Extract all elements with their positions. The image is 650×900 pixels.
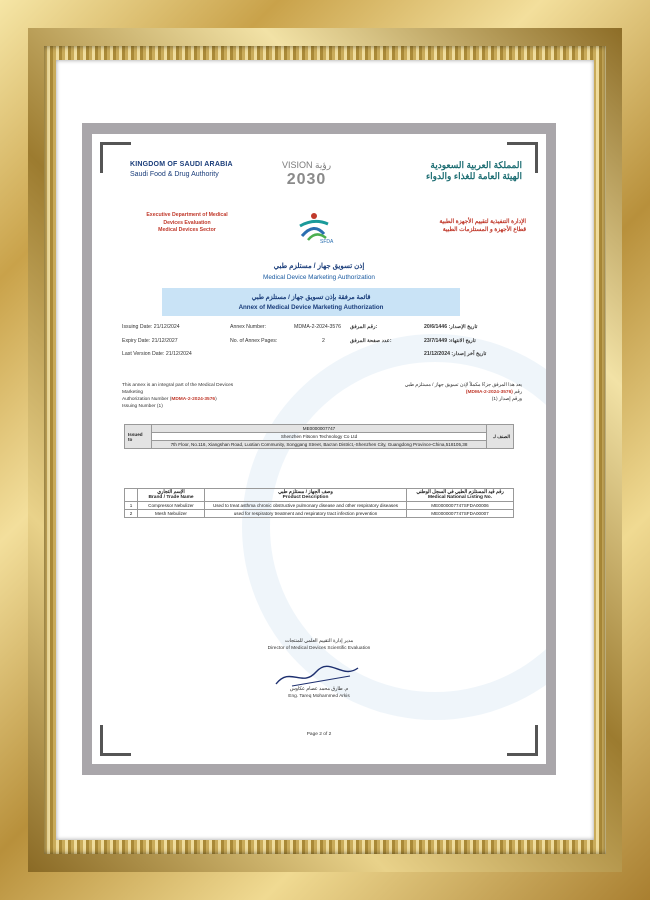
column-header-listing <box>407 489 514 502</box>
row-number: 1 <box>125 502 138 510</box>
issued-to-label: Issued to <box>125 425 152 449</box>
annex-number-ar: رقم المرفق: <box>350 324 378 330</box>
signatory-name: Eng. Tareq Mohammed Arkis <box>288 694 350 699</box>
issuing-date: Issuing Date: 21/12/2024 <box>122 324 180 330</box>
column-header-description <box>205 489 407 502</box>
column-header-number <box>125 489 138 502</box>
corner-ornament <box>507 725 538 756</box>
row-number: 2 <box>125 510 138 518</box>
vision-year: 2030 <box>286 171 327 188</box>
annex-pages-ar: عدد صفحة المرفق: <box>350 338 392 344</box>
issued-to-label-ar: الصنف لـ <box>487 425 514 449</box>
issuing-number: Issuing Number (1) <box>122 404 163 409</box>
header-left <box>130 160 233 180</box>
listing-header: Medical National Listing No. <box>428 495 492 500</box>
intro-text-ar <box>372 382 522 403</box>
expiry-date: Expiry Date: 21/12/2027 <box>122 338 178 344</box>
department-line: Executive Department of Medical <box>146 212 228 218</box>
column-header-brand <box>138 489 205 502</box>
annex-title: Annex of Medical Device Marketing Authorization <box>238 304 384 311</box>
department-line: Devices Evaluation <box>163 219 211 226</box>
signatory-title: Director of Medical Devices Scientific Evaluation <box>267 646 371 651</box>
description-header-ar: وصف الجهاز / مستلزم طبي <box>278 490 333 495</box>
certificate-page <box>92 134 546 764</box>
intro-fragment-ar: رقم <box>514 390 522 395</box>
expiry-date-ar: تاريخ الانتهاء: 23/7/1449 <box>424 338 476 344</box>
holder-table <box>124 424 514 449</box>
table-row <box>125 433 514 441</box>
document-title: Medical Device Marketing Authorization <box>263 274 375 281</box>
holder-address: 7th Floor, No.116, Xiangshan Road, Luotian Community, Songgang Street, Bao'an District,-Shenzhen City, Guangdong Province-China,518105,38 <box>152 441 487 449</box>
department-left <box>112 212 262 235</box>
department-line-ar: الإدارة التنفيذية لتقييم الأجهزة الطبية <box>439 219 526 225</box>
sfda-logo-icon <box>294 210 334 244</box>
annex-number-label: Annex Number: <box>230 324 267 330</box>
header-right <box>426 160 522 182</box>
authorization-number-ar: (MDMA-2-2024-3576) <box>465 390 513 395</box>
kingdom-name: KINGDOM OF SAUDI ARABIA <box>130 161 233 168</box>
intro-line-ar <box>372 389 522 396</box>
intro-fragment: Authorization Number ( <box>122 397 172 402</box>
product-description: Used to treat asthma chronic obstructive pulmonary disease and other respiratory diseases <box>205 502 407 510</box>
signature-icon <box>272 662 362 690</box>
table-row <box>125 510 514 518</box>
brand-name: Mesh Nebulizer <box>138 510 205 518</box>
intro-line-ar: يعد هذا المرفق جزءًا مكملاً لإذن تسويق جهاز / مستلزم طبي <box>404 383 522 388</box>
holder-company: Shenzhen Fitsonn Technology Co Ltd <box>152 433 487 441</box>
intro-text <box>122 382 272 410</box>
table-row <box>125 441 514 449</box>
vision-2030-logo <box>282 160 331 189</box>
last-version-ar: تاريخ آخر إصدار: 21/12/2024 <box>424 351 487 357</box>
product-description: used for respiratory treatment and respiratory tract infection prevention <box>205 510 407 518</box>
table-row <box>125 425 514 433</box>
signatory-title-ar: مدير إدارة التقييم العلمي للمنتجات <box>284 639 354 644</box>
brand-header: Brand / Trade Name <box>148 495 194 500</box>
issue-date-ar: تاريخ الإصدار: 20/6/1446 <box>424 324 478 330</box>
corner-ornament <box>100 142 131 173</box>
holder-code: ME0000007747 <box>152 425 487 433</box>
vision-text: VISION رؤية <box>282 160 332 170</box>
table-row <box>125 502 514 510</box>
department-right <box>376 218 526 234</box>
annex-pages-value: 2 <box>322 338 325 344</box>
authority-name: Saudi Food & Drug Authority <box>130 171 219 178</box>
description-header: Product Description <box>282 495 329 500</box>
document-title-ar: إذن تسويق جهاز / مستلزم طبي <box>273 263 365 270</box>
intro-line <box>122 396 272 403</box>
intro-line: This annex is an integral part of the Medical Devices <box>122 383 234 388</box>
brand-name: Compressor Nebulizer <box>138 502 205 510</box>
signatory-name-ar: م. طارق محمد عصام عكاوس <box>289 687 349 692</box>
table-header-row <box>125 489 514 502</box>
logo-label: SFDA <box>320 239 334 244</box>
department-line-ar: قطاع الأجهزة و المستلزمات الطبية <box>442 227 526 233</box>
authority-name-ar: الهيئة العامة للغذاء والدواء <box>425 171 522 181</box>
corner-ornament <box>100 725 131 756</box>
annex-title-ar: قائمة مرفقة بإذن تسويق جهاز / مستلزم طبي <box>251 294 371 301</box>
listing-number: ME0000007747SFDA00007 <box>407 510 514 518</box>
listing-header-ar: رقم قيد المستلزم الطبي في السجل الوطني <box>416 490 504 495</box>
kingdom-name-ar: المملكة العربية السعودية <box>430 160 522 170</box>
listing-number: ME0000007747SFDA00006 <box>407 502 514 510</box>
department-line: Medical Devices Sector <box>158 227 216 233</box>
annex-title-band <box>162 288 460 316</box>
page-number: Page 2 of 2 <box>306 732 332 737</box>
product-table <box>124 488 514 518</box>
annex-number-value: MDMA-2-2024-3576 <box>294 324 341 330</box>
intro-fragment: ) <box>215 397 217 402</box>
last-version-date: Last Version Date: 21/12/2024 <box>122 351 192 357</box>
authorization-number: MDMA-2-2024-3576 <box>171 397 216 402</box>
intro-line: Marketing <box>122 390 144 395</box>
issuing-number-ar: ورقم إصدار (1) <box>491 397 522 402</box>
annex-pages-label: No. of Annex Pages: <box>230 338 278 344</box>
brand-header-ar: الإسم التجاري <box>157 490 185 495</box>
